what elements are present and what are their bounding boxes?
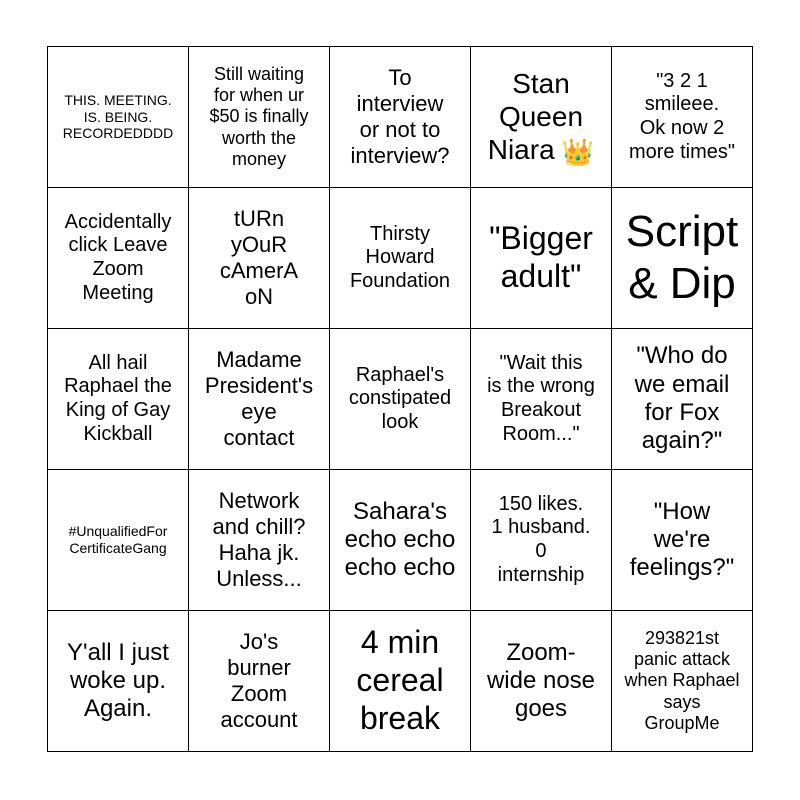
bingo-cell-text: All hail Raphael the King of Gay Kickball <box>64 351 172 445</box>
bingo-cell[interactable] <box>612 611 753 752</box>
bingo-cell-text: Y'all I just woke up. Again. <box>67 638 169 723</box>
bingo-cell-text: #UnqualifiedFor CertificateGang <box>68 523 168 556</box>
bingo-cell[interactable] <box>471 47 612 188</box>
bingo-cell-text: "Bigger adult" <box>489 220 593 294</box>
bingo-cell-text: "How we're feelings?" <box>629 497 735 582</box>
bingo-board <box>47 46 753 752</box>
bingo-cell[interactable] <box>48 470 189 611</box>
bingo-cell[interactable] <box>612 329 753 470</box>
bingo-cell[interactable] <box>48 329 189 470</box>
crown-icon: 👑 <box>554 136 595 167</box>
bingo-cell-text: tURn yOuR cAmerA oN <box>219 206 299 309</box>
bingo-cell[interactable] <box>612 470 753 611</box>
bingo-cell[interactable] <box>48 188 189 329</box>
bingo-cell-text: Sahara's echo echo echo echo <box>344 497 456 582</box>
bingo-cell-text: Stan Queen Niara 👑 <box>487 67 595 167</box>
bingo-cell[interactable] <box>330 611 471 752</box>
bingo-cell-text: 150 likes. 1 husband. 0 internship <box>491 492 591 586</box>
bingo-cell[interactable] <box>189 470 330 611</box>
bingo-cell-text: THIS. MEETING. IS. BEING. RECORDEDDDD <box>62 92 174 142</box>
bingo-cell[interactable] <box>48 611 189 752</box>
bingo-cell[interactable] <box>471 188 612 329</box>
bingo-cell[interactable] <box>189 329 330 470</box>
bingo-cell-text: Madame President's eye contact <box>204 347 314 450</box>
bingo-cell[interactable] <box>330 329 471 470</box>
bingo-cell[interactable] <box>48 47 189 188</box>
bingo-cell-text: 293821st panic attack when Raphael says GroupMe <box>624 627 740 733</box>
bingo-cell[interactable] <box>189 611 330 752</box>
bingo-cell-text: Jo's burner Zoom account <box>220 629 298 732</box>
bingo-cell[interactable] <box>612 188 753 329</box>
bingo-cell-text: Network and chill? Haha jk. Unless... <box>212 488 306 591</box>
bingo-cell[interactable] <box>471 611 612 752</box>
bingo-cell-text: To interview or not to interview? <box>350 65 450 168</box>
bingo-cell[interactable] <box>189 47 330 188</box>
bingo-cell[interactable] <box>471 329 612 470</box>
bingo-cell[interactable] <box>189 188 330 329</box>
bingo-cell-text: Raphael's constipated look <box>348 363 452 433</box>
bingo-cell[interactable] <box>612 47 753 188</box>
bingo-cell-text: Accidentally click Leave Zoom Meeting <box>64 210 172 304</box>
bingo-cell-text: "3 2 1 smileee. Ok now 2 more times" <box>628 69 735 163</box>
bingo-cell-text: Still waiting for when ur $50 is finally worth the money <box>209 63 309 169</box>
bingo-cell[interactable] <box>330 188 471 329</box>
bingo-cell-text: Script & Dip <box>625 207 739 308</box>
bingo-cell[interactable] <box>330 470 471 611</box>
bingo-cell-text: "Wait this is the wrong Breakout Room..." <box>487 351 595 445</box>
bingo-cell-text: 4 min cereal break <box>356 624 444 736</box>
bingo-cell-text: Zoom- wide nose goes <box>486 638 596 723</box>
bingo-cell[interactable] <box>330 47 471 188</box>
bingo-cell-text: "Who do we email for Fox again?" <box>634 342 730 455</box>
bingo-cell[interactable] <box>471 470 612 611</box>
bingo-cell-text: Thirsty Howard Foundation <box>349 222 451 292</box>
